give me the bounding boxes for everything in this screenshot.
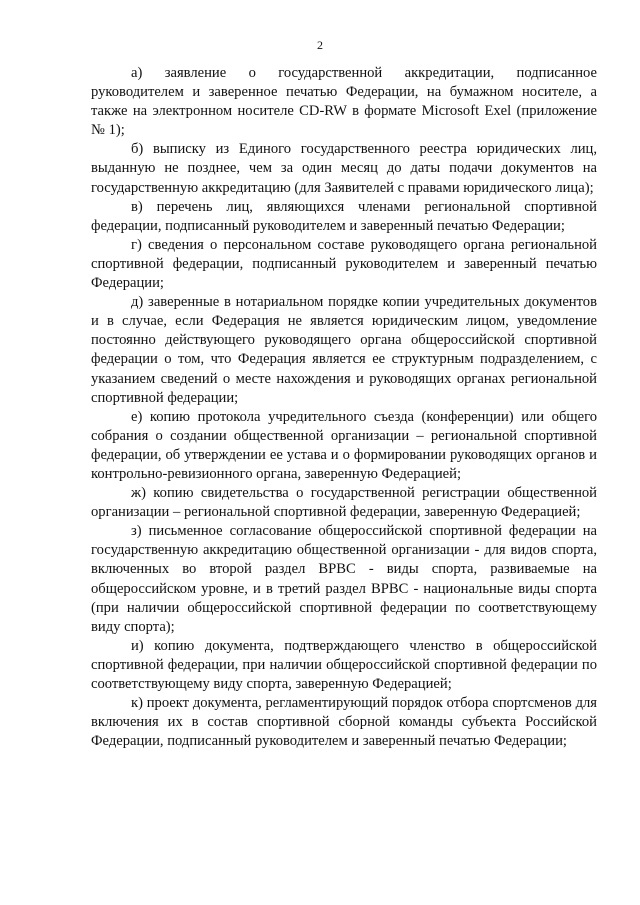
list-item-e: е) копию протокола учредительного съезда (конференции) или общего собрания о создании общественной организации – региональной спортивной федерации, об утверждении ее устава и о формировании руководящих органов и контрольно-ревизионного органа, заверенную Федерацией; [91,408,597,482]
list-item-b: б) выписку из Единого государственного реестра юридических лиц, выданную не позднее, чем за один месяц до даты подачи документов на государственную аккредитацию (для Заявителей с правами юридического лица); [91,141,597,196]
document-body [91,64,597,751]
list-item-z: з) письменное согласование общероссийской спортивной федерации на государственную аккредитацию общественной организации - для видов спорта, включенных во второй раздел ВРВС - виды спорта, развиваемые на общероссийском уровне, и в третий раздел ВРВС - национальные виды спорта (при наличии общероссийской спортивной федерации по соответствующему виду спорта); [91,523,597,635]
list-item-v: в) перечень лиц, являющихся членами региональной спортивной федерации, подписанный руководителем и заверенный печатью Федерации; [91,198,597,234]
list-item-d: д) заверенные в нотариальном порядке копии учредительных документов и в случае, если Федерация не является юридическим лицом, уведомление постоянно действующего руководящего органа общероссийской спортивной федерации о том, что Федерация является ее структурным подразделением, с указанием сведений о месте нахождения и руководящих органах региональной спортивной федерации; [91,294,597,406]
list-item-a: а) заявление о государственной аккредитации, подписанное руководителем и заверенное печатью Федерации, на бумажном носителе, а также на электронном носителе CD-RW в формате Microsoft Exel (приложение № 1); [91,65,597,139]
list-item-k: к) проект документа, регламентирующий порядок отбора спортсменов для включения их в состав спортивной сборной команды субъекта Российской Федерации, подписанный руководителем и заверенный печатью Федерации; [91,695,597,750]
list-item-i: и) копию документа, подтверждающего членство в общероссийской спортивной федерации, при наличии общероссийской спортивной федерации по соответствующему виду спорта, заверенную Федерацией; [91,637,597,692]
list-item-g: г) сведения о персональном составе руководящего органа региональной спортивной федерации, подписанный руководителем и заверенный печатью Федерации; [91,236,597,292]
list-item-zh: ж) копию свидетельства о государственной регистрации общественной организации – региональной спортивной федерации, заверенную Федерацией; [91,485,597,521]
page-number: 2 [317,38,323,52]
